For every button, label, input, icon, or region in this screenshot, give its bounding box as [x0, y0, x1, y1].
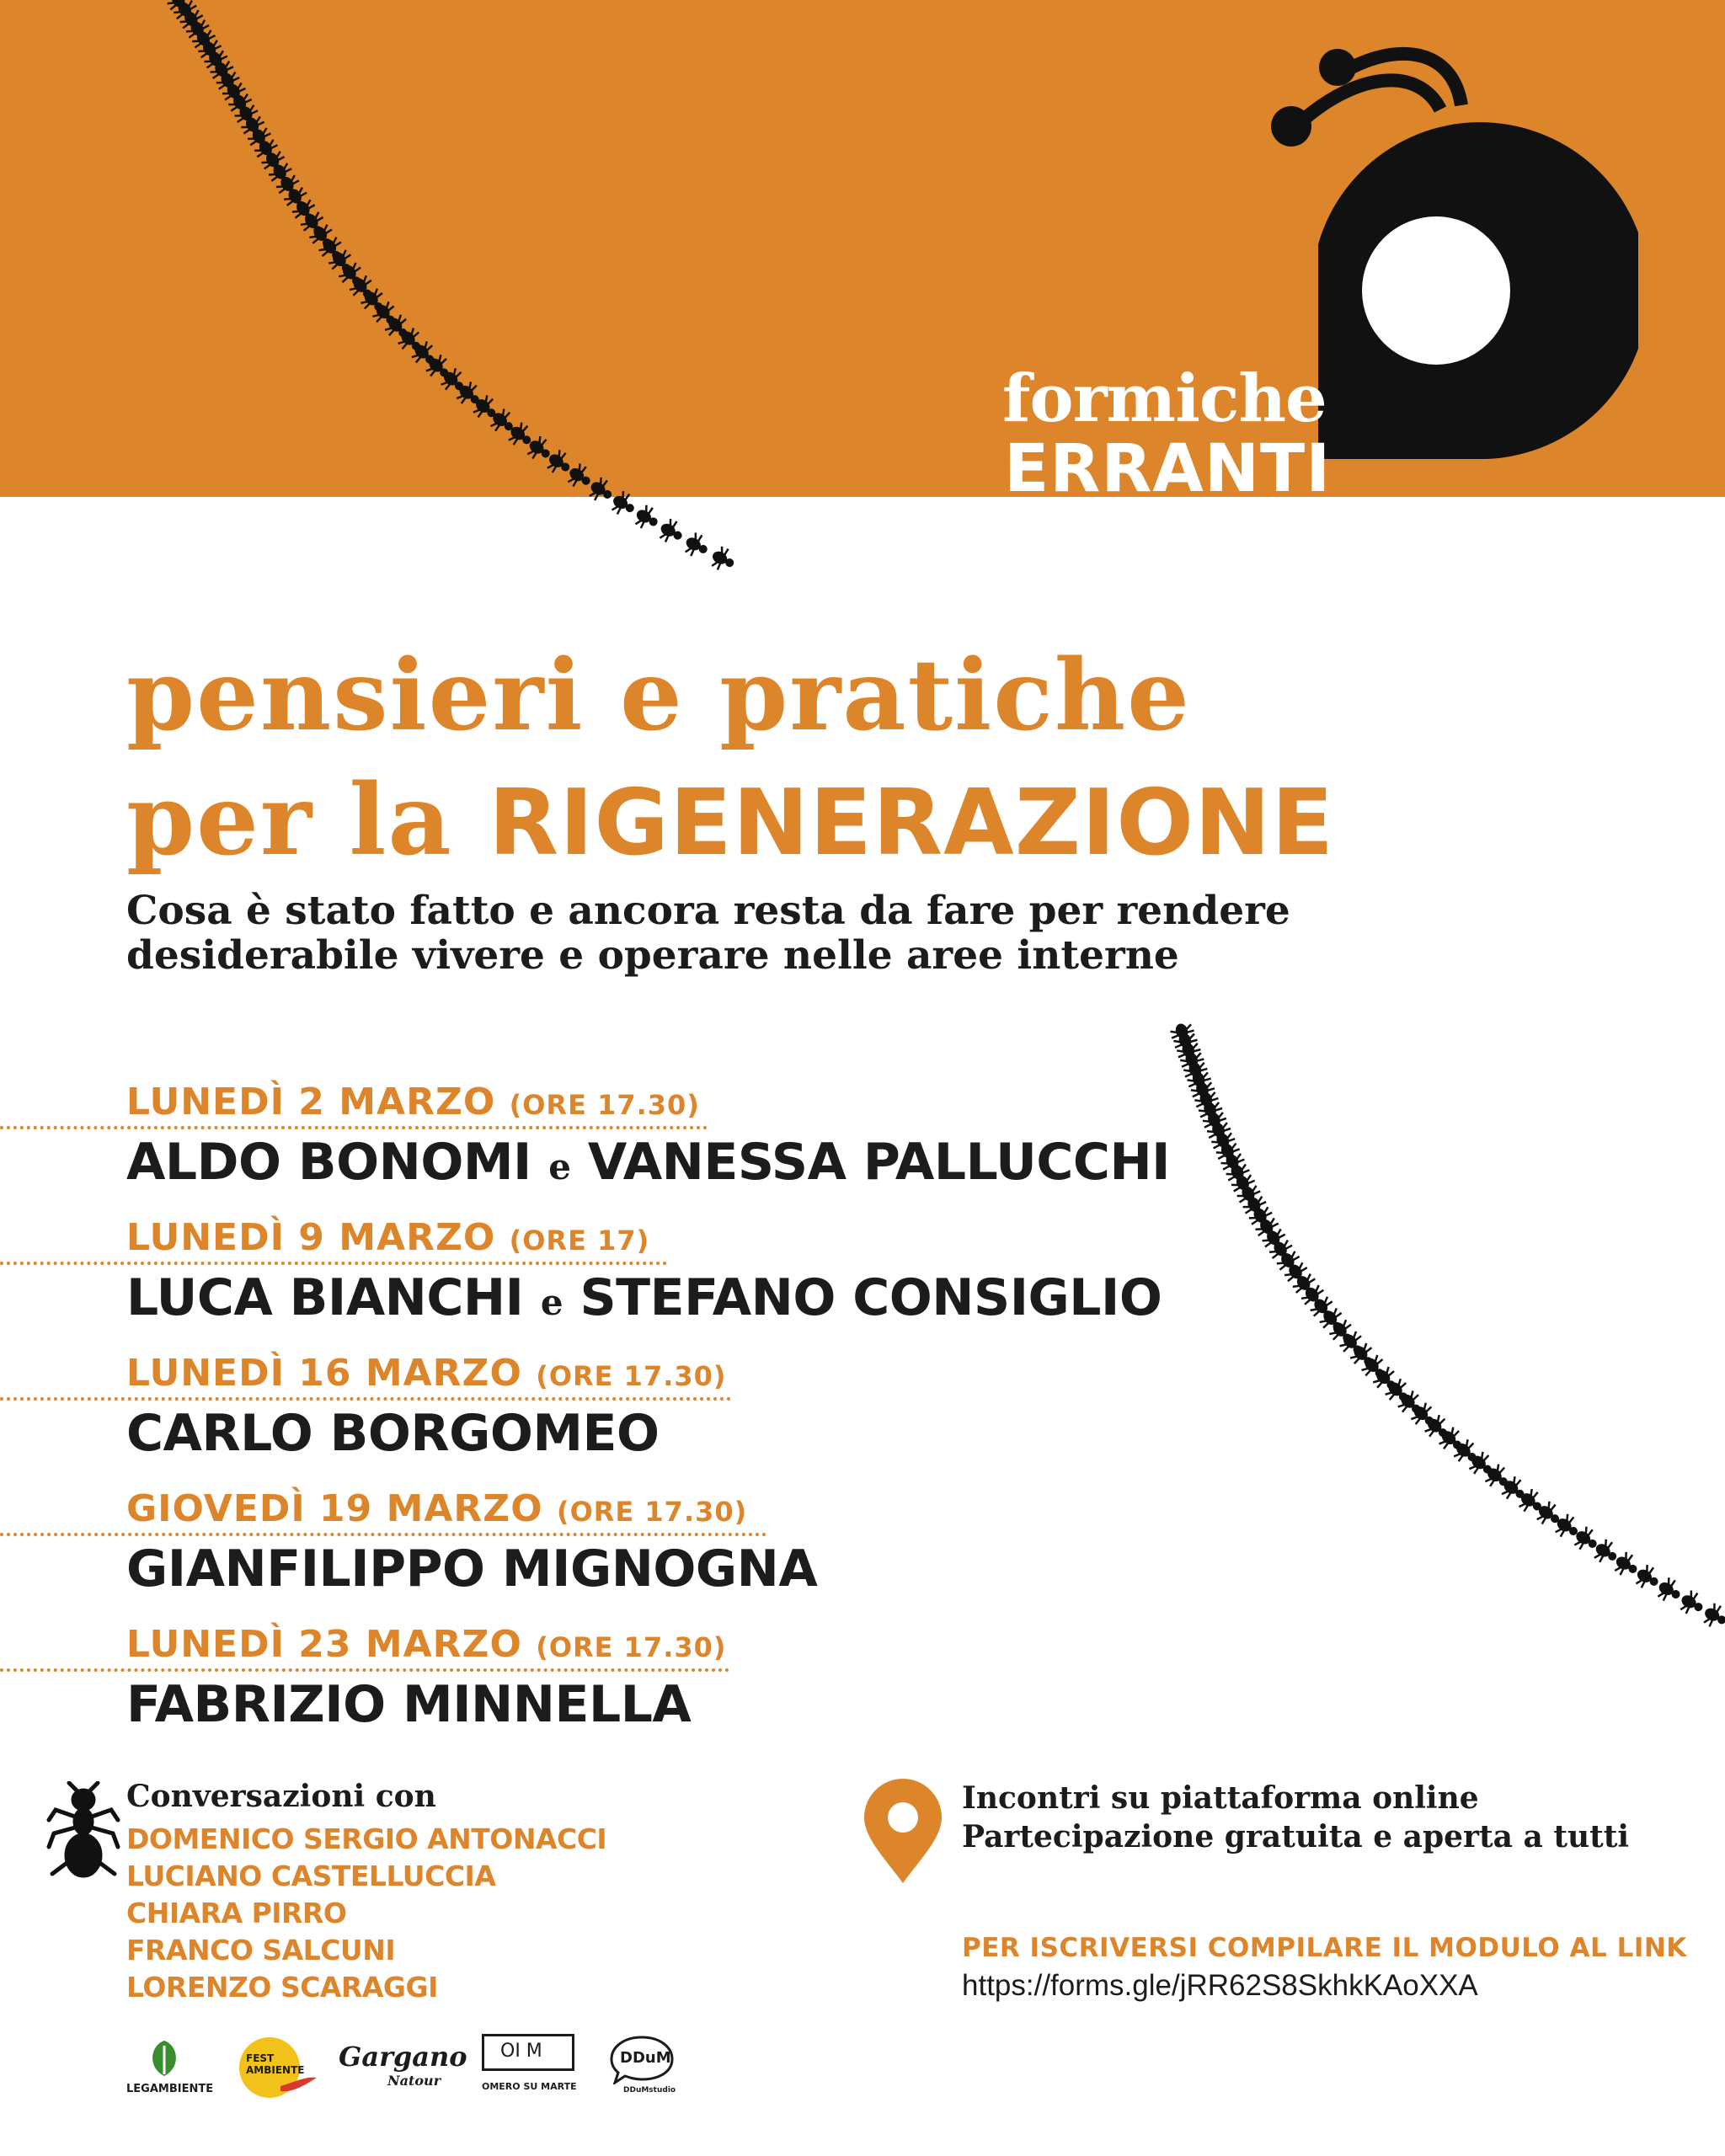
conversations-list [126, 1821, 606, 2006]
festambiente-logo: FEST AMBIENTE [234, 2034, 318, 2105]
ant-icon [1632, 1562, 1664, 1594]
info-line: Incontri su piattaforma online [962, 1780, 1479, 1816]
event-divider [0, 1397, 731, 1401]
speaker: GIANFILIPPO MIGNOGNA [126, 1540, 818, 1598]
conversation-name: LUCIANO CASTELLUCCIA [126, 1860, 496, 1892]
subtitle-line2: desiderabile vivere e operare nelle aree interne [126, 932, 1179, 979]
headline-line1: pensieri e pratiche [126, 638, 1191, 753]
ant-icon [45, 1781, 121, 1882]
conversation-name: DOMENICO SERGIO ANTONACCI [126, 1822, 607, 1855]
speaker: VANESSA PALLUCCHI [587, 1133, 1170, 1192]
event-day: LUNEDÌ 16 MARZO [126, 1352, 522, 1395]
speaker: CARLO BORGOMEO [126, 1404, 660, 1463]
subtitle-line1: Cosa è stato fatto e ancora resta da fare per rendere [126, 888, 1290, 934]
ant-icon [585, 474, 617, 506]
ant-icon [608, 488, 640, 520]
partner-logos [118, 2034, 708, 2110]
event-date [126, 1081, 700, 1127]
event-time: (ORE 17.30) [509, 1089, 700, 1121]
event-time: (ORE 17.30) [536, 1360, 727, 1392]
leaf-icon [126, 2034, 202, 2084]
location-pin-icon [861, 1777, 945, 1886]
event-item [0, 1487, 1179, 1623]
event-divider [0, 1262, 667, 1265]
event-date [126, 1487, 747, 1534]
event-speakers [126, 1675, 691, 1734]
info-line: Partecipazione gratuita e aperta a tutti [962, 1819, 1630, 1854]
ant-icon [1654, 1575, 1685, 1607]
info-block [962, 1779, 1629, 1856]
ant-icon [681, 530, 713, 561]
event-date [126, 1216, 649, 1262]
speaker-conjunction: e [548, 1146, 571, 1187]
subtitle [126, 889, 1290, 978]
event-item [0, 1216, 1179, 1352]
ant-icon [632, 502, 663, 534]
event-day: LUNEDÌ 23 MARZO [126, 1623, 522, 1666]
ant-trail-right [1168, 1020, 1725, 1632]
event-item [0, 1081, 1179, 1216]
conversation-name: FRANCO SALCUNI [126, 1934, 396, 1967]
event-day: GIOVEDÌ 19 MARZO [126, 1487, 543, 1530]
event-day: LUNEDÌ 2 MARZO [126, 1081, 496, 1123]
event-speakers [126, 1404, 660, 1463]
gargano-natour-logo: Gargano Natour [339, 2041, 467, 2089]
speaker: LUCA BIANCHI [126, 1268, 524, 1327]
headline-line2 [126, 758, 1334, 886]
event-time: (ORE 17.30) [556, 1496, 748, 1528]
headline-line2-prefix: per la [126, 763, 489, 878]
event-speakers [126, 1133, 1170, 1197]
conversations-title: Conversazioni con [126, 1779, 436, 1814]
ant-trail-top [164, 0, 739, 575]
speaker: FABRIZIO MINNELLA [126, 1675, 692, 1734]
event-item [0, 1352, 1179, 1487]
event-time: (ORE 17) [509, 1225, 650, 1257]
event-divider [0, 1126, 708, 1129]
ant-icon [1676, 1588, 1707, 1620]
event-speakers [126, 1540, 817, 1598]
event-date [126, 1352, 727, 1398]
ddum-logo: DDuM DDuMstudio [608, 2034, 684, 2105]
event-divider [0, 1668, 729, 1672]
headline [126, 633, 1334, 886]
speaker-conjunction: e [540, 1282, 563, 1323]
conversation-name: LORENZO SCARAGGI [126, 1971, 438, 2004]
event-divider [0, 1533, 766, 1536]
logo-word-erranti: ERRANTI [1004, 436, 1332, 497]
signup-link[interactable]: https://forms.gle/jRR62S8SkhkKAoXXA [962, 1969, 1478, 2002]
event-day: LUNEDÌ 9 MARZO [126, 1216, 496, 1259]
ant-icon [708, 544, 739, 575]
legambiente-logo: LEGAMBIENTE [126, 2034, 202, 2101]
event-speakers [126, 1268, 1162, 1332]
omero-su-marte-logo: OI M OMERO SU MARTE [482, 2034, 583, 2105]
event-list [0, 1081, 1179, 1758]
headline-line2-strong: RIGENERAZIONE [489, 771, 1335, 876]
event-item [0, 1623, 1179, 1758]
logo-word-formiche: formiche [1002, 360, 1327, 437]
ant-icon [1700, 1601, 1725, 1633]
speaker: ALDO BONOMI [126, 1133, 531, 1192]
event-time: (ORE 17.30) [536, 1631, 727, 1663]
signup-label: PER ISCRIVERSI COMPILARE IL MODULO AL LINK [962, 1933, 1687, 1963]
event-date [126, 1623, 727, 1669]
conversation-name: CHIARA PIRRO [126, 1897, 347, 1929]
ant-icon [656, 516, 687, 548]
speaker: STEFANO CONSIGLIO [579, 1268, 1162, 1327]
